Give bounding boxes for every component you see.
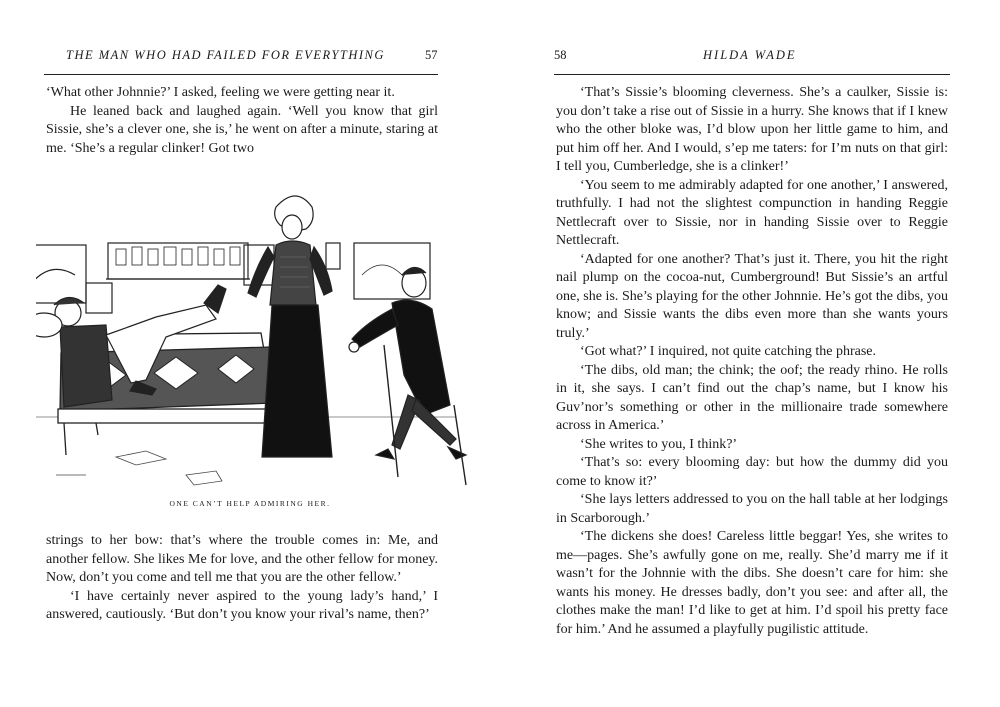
paragraph: ‘What other Johnnie?’ I asked, feeling we were getting near it. (46, 85, 395, 100)
left-header-title: THE MAN WHO HAD FAILED FOR EVERYTHING (66, 48, 385, 62)
right-page (500, 0, 1000, 707)
right-header-rule (554, 74, 950, 75)
paragraph: ‘The dibs, old man; the chink; the oof; the ready rhino. He rolls in it, she says. I can’t find out the chap’s name, but I know his Guv’nor’s something or other in the millionaire trade somewhere across in America.’ (556, 362, 948, 433)
left-header-rule (44, 74, 438, 75)
paragraph: ‘That’s so: every blooming day: but how the dummy did you come to know it?’ (556, 455, 948, 489)
left-text-top (46, 84, 438, 158)
left-page-number: 57 (425, 48, 438, 62)
paragraph: ‘That’s Sissie’s blooming cleverness. She’s a caulker, Sissie is: you don’t take a rise out of Sissie in a hurry. She knows that if I knew who the other bloke was, I’d blow upon her little game to him, and put him off her. And I would, s’ep me taters: for I’m nuts on that girl: I tell you, Cumberledge, she is a clinker!’ (556, 85, 948, 174)
paragraph: ‘Adapted for one another? That’s just it. There, you hit the right nail plump on the cocoa-nut, Cumberground! But Sissie’s an artful one, she is. She’s playing for the other Johnnie. He’s got the dibs, you know; and Sissie wants the dibs even more than she wants yours truly.’ (556, 251, 948, 341)
paragraph: ‘The dickens she does! Careless little beggar! Yes, she writes to me—pages. She’s awfully gone on me, really. She’d marry me if it wasn’t for the Johnnie with the dibs. She doesn’t care for him: she wants his money. He dresses badly, don’t you see: and after all, the clothes make the man! I’d like to get at him. I’d spoil his pretty face for him.’ And he assumed a playfully pugilistic attitude. (556, 529, 948, 637)
right-running-header (703, 48, 797, 63)
right-text (556, 84, 948, 639)
paragraph: strings to her bow: that’s where the trouble comes in: Me, and another fellow. She likes Me for love, and the other fellow for money. Now, don’t you come and tell me that you are the other fellow.’ (46, 533, 438, 585)
paragraph: ‘I have certainly never aspired to the young lady’s hand,’ I answered, cautiously. ‘But don’t you know your rival’s name, then?’ (46, 588, 438, 622)
illustration-drawing (36, 185, 486, 515)
right-page-number: 58 (554, 48, 567, 62)
paragraph: ‘She writes to you, I think?’ (580, 436, 738, 452)
paragraph: ‘She lays letters addressed to you on the hall table at her lodgings in Scarborough.’ (556, 492, 948, 526)
left-text-bottom (46, 532, 438, 625)
paragraph: ‘You seem to me admirably adapted for one another,’ I answered, truthfully. I had not the slightest compunction in handing Reggie Nettlecraft over to Sissie, nor in handing Sissie over to Reggie Nettlecraft. (556, 177, 948, 248)
paragraph: ‘Got what?’ I inquired, not quite catching the phrase. (580, 344, 876, 359)
right-header-title: HILDA WADE (703, 48, 797, 62)
paragraph: He leaned back and laughed again. ‘Well you know that girl Sissie, she’s a clever one, she is,’ he went on after a minute, staring at me. ‘She’s a regular clinker! Got two (46, 103, 438, 156)
left-running-header (66, 48, 385, 63)
illustration-caption: ONE CAN’T HELP ADMIRING HER. (169, 499, 331, 508)
